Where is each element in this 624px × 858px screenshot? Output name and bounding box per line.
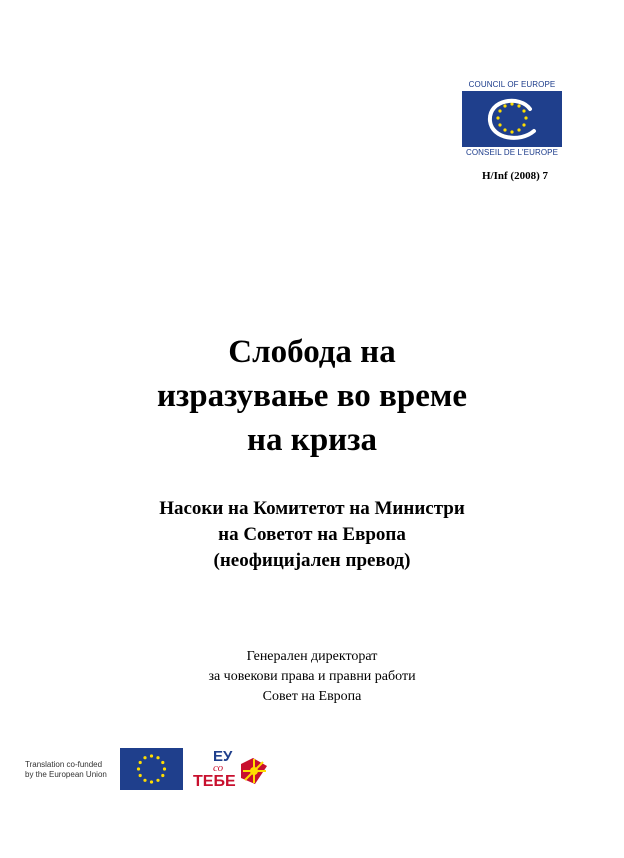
directorate-block — [0, 647, 624, 707]
eu-co-logo-top: ЕУ — [213, 748, 233, 765]
eu-funding-caption — [25, 760, 120, 780]
directorate-line-1: Генерален директорат — [246, 649, 378, 664]
title-line-2: изразување во време — [156, 378, 467, 414]
document-reference: H/Inf (2008) 7 — [482, 170, 548, 182]
coe-logo-bottom-text: CONSEIL DE L'EUROPE — [465, 148, 559, 157]
title-line-1: Слобода на — [228, 334, 396, 370]
subtitle-line-3: (неофицијален превод) — [213, 550, 411, 571]
title-line-3: на криза — [247, 422, 377, 458]
coe-logo-top-text: COUNCIL OF EUROPE — [468, 80, 556, 89]
council-of-europe-logo — [462, 80, 562, 158]
document-subtitle — [0, 496, 624, 574]
eu-co-logo-bottom: ТЕБЕ — [193, 773, 236, 790]
document-title — [0, 330, 624, 462]
subtitle-line-1: Насоки на Комитетот на Министри — [159, 498, 465, 519]
eu-co-logo-middle: со — [213, 762, 224, 774]
directorate-line-2: за човекови права и правни работи — [208, 669, 416, 684]
eu-caption-line-1: Translation co-funded — [25, 760, 103, 769]
directorate-line-3: Совет на Европа — [262, 689, 362, 704]
eu-flag-icon — [120, 748, 183, 790]
subtitle-line-2: на Советот на Европа — [218, 524, 406, 545]
eu-caption-line-2: by the European Union — [25, 770, 107, 779]
macedonia-flag-icon — [241, 758, 267, 784]
coe-emblem — [462, 91, 562, 147]
eu-co-tebe-logo — [193, 748, 268, 796]
